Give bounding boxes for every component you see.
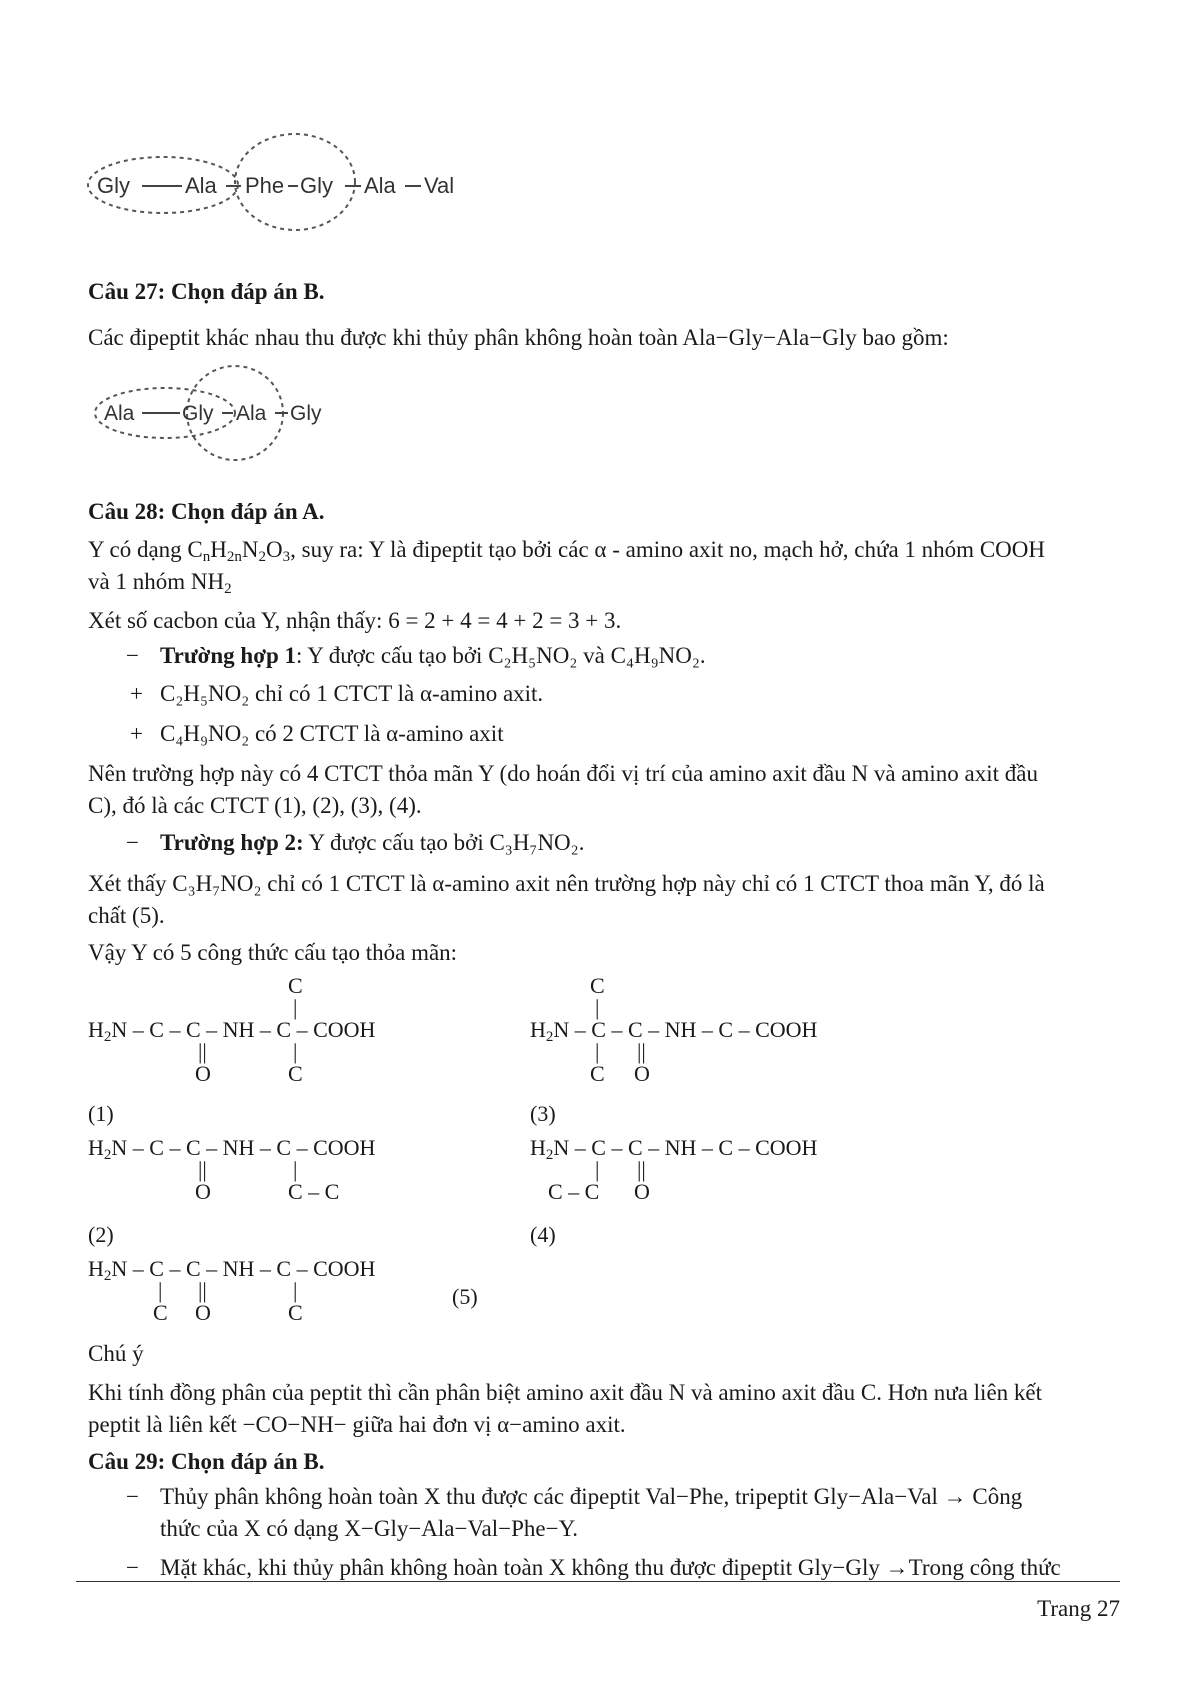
structure-4: $H_2N$ – C – C – NH – C – COOH | || C – C O [530, 1135, 818, 1204]
note-line-2: peptit là liên kết −CO−NH− giữa hai đơn vị α−amino axit. [88, 1412, 626, 1437]
case1-conclusion-2: C), đó là các CTCT (1), (2), (3), (4). [88, 793, 422, 818]
diagram1-node-4: Gly [300, 173, 333, 198]
peptide-diagram-1 [85, 130, 515, 240]
q29-title: Câu 29: Chọn đáp án B. [88, 1449, 325, 1474]
q28-y-form: Y có dạng $C_nH_{2n}N_2O_3$, suy ra: Y là đipeptit tạo bởi các α - amino axit no, mạch hở, chứa 1 nhóm COOH [88, 537, 1045, 565]
plus1-text: C₂H₅NO₂ chỉ có 1 CTCT là α-amino axit. [160, 681, 544, 706]
diagram1-node-3: Phe [245, 173, 285, 198]
label-3: (3) [530, 1101, 556, 1126]
page-number: Trang 27 [1037, 1596, 1120, 1621]
structure-1: C | $H_2N$ – C – C – NH – C – COOH || | O C [88, 973, 376, 1086]
label-2: (2) [88, 1222, 114, 1247]
case2-dash: − [126, 830, 139, 855]
case2-conclusion-1: Xét thấy C₃H₇NO₂ chỉ có 1 CTCT là α-amino axit nên trường hợp này chỉ có 1 CTCT thoa mãn Y, đó là [88, 871, 1045, 896]
structure-2: $H_2N$ – C – C – NH – C – COOH || | O C – C [88, 1135, 376, 1204]
q27-title: Câu 27: Chọn đáp án B. [88, 279, 325, 304]
diagram1-node-5: Ala [364, 173, 396, 198]
diagram2-node-4: Gly [290, 402, 322, 425]
note-line-1: Khi tính đồng phân của peptit thì cần phân biệt amino axit đầu N và amino axit đầu C. Hơn nưa liên kết [88, 1380, 1042, 1405]
q29-dash-2: − [126, 1555, 139, 1580]
q28-title: Câu 28: Chọn đáp án A. [88, 499, 325, 524]
plus2: + [130, 721, 143, 746]
case1-conclusion-1: Nên trường hợp này có 4 CTCT thỏa mãn Y (do hoán đổi vị trí của amino axit đầu N và amino axit đầu [88, 761, 1038, 786]
diagram2-node-3: Ala [236, 402, 267, 425]
q29-b1-line2: thức của X có dạng X−Gly−Ala−Val−Phe−Y. [160, 1516, 578, 1541]
q28-summary: Vậy Y có 5 công thức cấu tạo thỏa mãn: [88, 940, 458, 965]
plus1: + [130, 681, 143, 706]
structure-3: C | $H_2N$ – C – C – NH – C – COOH | || C O [530, 973, 818, 1086]
label-5: (5) [452, 1284, 478, 1309]
diagram1-node-1: Gly [97, 173, 130, 198]
note-title: Chú ý [88, 1341, 144, 1366]
q28-carbon: Xét số cacbon của Y, nhận thấy: 6 = 2 + 4 = 4 + 2 = 3 + 3. [88, 608, 622, 633]
case2-conclusion-2: chất (5). [88, 903, 165, 928]
label-4: (4) [530, 1222, 556, 1247]
q29-dash-1: − [126, 1484, 139, 1509]
q28-y-form-line2: và 1 nhóm $NH_2$ [88, 569, 232, 597]
case1-dash: − [126, 643, 139, 668]
structure-5: $H_2N$ – C – C – NH – C – COOH | || | C O C [88, 1256, 376, 1325]
diagram2-node-2: Gly [182, 402, 214, 425]
diagram1-node-2: Ala [185, 173, 217, 198]
diagram1-node-6: Val [424, 173, 455, 198]
label-1: (1) [88, 1101, 114, 1126]
peptide-diagram-2 [90, 358, 370, 468]
case2-line: Trường hợp 2: Y được cấu tạo bởi C₃H₇NO₂. [160, 830, 585, 855]
case1-line: Trường hợp 1: Y được cấu tạo bởi C₂H₅NO₂ và C₄H₉NO₂. [160, 643, 706, 668]
q27-text: Các đipeptit khác nhau thu được khi thủy phân không hoàn toàn Ala−Gly−Ala−Gly bao gồm: [88, 325, 949, 350]
diagram2-node-1: Ala [104, 402, 135, 425]
q29-b1-line1: Thủy phân không hoàn toàn X thu được các đipeptit Val−Phe, tripeptit Gly−Ala−Val → Công [160, 1484, 1023, 1509]
plus2-text: C₄H₉NO₂ có 2 CTCT là α-amino axit [160, 721, 504, 746]
footer-rule [76, 1581, 1120, 1582]
q29-b2-line1: Mặt khác, khi thủy phân không hoàn toàn X không thu được đipeptit Gly−Gly →Trong công thức [160, 1555, 1061, 1580]
